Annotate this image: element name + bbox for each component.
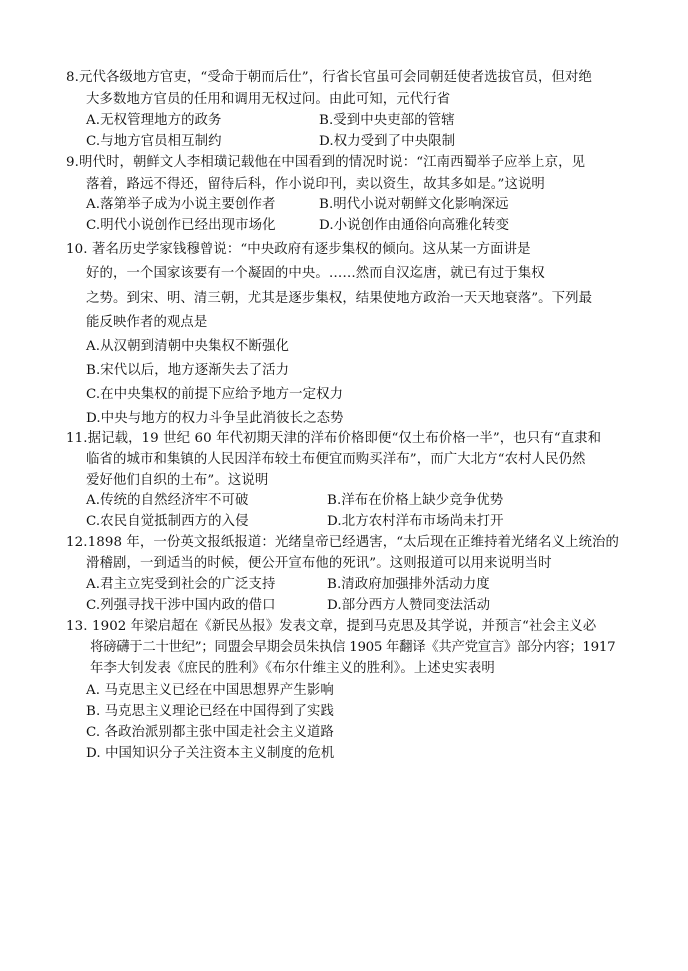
- q8-option-a: A.无权管理地方的政务: [86, 113, 222, 128]
- q10-stem-line-1: 10. 著名历史学家钱穆曾说：“中央政府有逐步集权的倾向。这从某一方面讲是: [66, 242, 531, 257]
- q11-option-a: A.传统的自然经济牢不可破: [86, 493, 249, 508]
- q10-option-b: B.宋代以后，地方逐渐失去了活力: [86, 363, 290, 378]
- q13-stem-line-2: 将磅礴于二十世纪”；同盟会早期会员朱执信 1905 年翻译《共产党宣言》部分内容；1917: [90, 640, 616, 655]
- q9-stem-line-1: 9.明代时，朝鲜文人李相璜记载他在中国看到的情况时说：“江南西蜀举子应举上京，见: [66, 155, 586, 170]
- q12-option-a: A.君主立宪受到社会的广泛支持: [86, 577, 276, 592]
- q11-option-c: C.农民自觉抵制西方的入侵: [86, 514, 249, 529]
- q12-stem-line-2: 滑稽剧，一到适当的时候，便公开宣布他的死讯”。这则报道可以用来说明当时: [86, 556, 552, 571]
- q13-stem-line-1: 13. 1902 年梁启超在《新民丛报》发表文章，提到马克思及其学说，并预言“社会主义必: [66, 619, 597, 634]
- q10-option-d: D.中央与地方的权力斗争呈此消彼长之态势: [86, 411, 344, 426]
- q10-stem-line-3: 之势。到宋、明、清三朝，尤其是逐步集权，结果使地方政治一天天地衰落”。下列最: [86, 291, 593, 306]
- q13-option-a: A. 马克思主义已经在中国思想界产生影响: [86, 683, 334, 698]
- q8-stem-line-1: 8.元代各级地方官吏，“受命于朝而后仕”，行省长官虽可会同朝廷使者选拔官员，但对绝: [66, 70, 593, 85]
- q9-option-c: C.明代小说创作已经出现市场化: [86, 218, 276, 233]
- q11-stem-line-3: 爱好他们自织的土布”。这说明: [86, 473, 269, 488]
- q10-stem-line-4: 能反映作者的观点是: [86, 315, 208, 330]
- q11-option-d: D.北方农村洋布市场尚未打开: [327, 514, 504, 529]
- q10-stem-line-2: 好的，一个国家该要有一个凝固的中央。……然而自汉迄唐，就已有过于集权: [86, 266, 545, 281]
- q11-stem-line-1: 11.据记载，19 世纪 60 年代初期天津的洋布价格即便“仅土布价格一半”，也只有“直隶和: [66, 431, 602, 446]
- q9-option-a: A.落第举子成为小说主要创作者: [86, 197, 276, 212]
- q12-stem-line-1: 12.1898 年，一份英文报纸报道：光绪皇帝已经遇害，“太后现在正维持着光绪名义上统治的: [66, 535, 620, 550]
- q10-option-a: A.从汉朝到清朝中央集权不断强化: [86, 339, 289, 354]
- q8-option-c: C.与地方官员相互制约: [86, 134, 222, 149]
- q12-option-d: D.部分西方人赞同变法活动: [327, 598, 491, 613]
- q13-option-c: C. 各政治派别都主张中国走社会主义道路: [86, 725, 334, 740]
- q12-option-c: C.列强寻找干涉中国内政的借口: [86, 598, 276, 613]
- q12-option-b: B.清政府加强排外活动力度: [327, 577, 490, 592]
- q9-stem-line-2: 落着，路远不得还，留待后科，作小说印刊，卖以资生，故其多如是。”这说明: [86, 177, 545, 192]
- q9-option-b: B.明代小说对朝鲜文化影响深远: [319, 197, 509, 212]
- q13-option-d: D. 中国知识分子关注资本主义制度的危机: [86, 746, 335, 761]
- q10-option-c: C.在中央集权的前提下应给予地方一定权力: [86, 387, 344, 402]
- q8-option-d: D.权力受到了中央限制: [319, 134, 456, 149]
- q9-option-d: D.小说创作由通俗向高雅化转变: [319, 218, 510, 233]
- q8-option-b: B.受到中央吏部的管辖: [319, 113, 455, 128]
- q8-stem-line-2: 大多数地方官员的任用和调用无权过问。由此可知，元代行省: [86, 92, 451, 107]
- q11-option-b: B.洋布在价格上缺少竞争优势: [327, 493, 504, 508]
- q13-option-b: B. 马克思主义理论已经在中国得到了实践: [86, 704, 334, 719]
- q13-stem-line-3: 年李大钊发表《庶民的胜利》《布尔什维主义的胜利》。上述史实表明: [90, 661, 495, 676]
- q11-stem-line-2: 临省的城市和集镇的人民因洋布较土布便宜而购买洋布”，而广大北方“农村人民仍然: [86, 452, 586, 467]
